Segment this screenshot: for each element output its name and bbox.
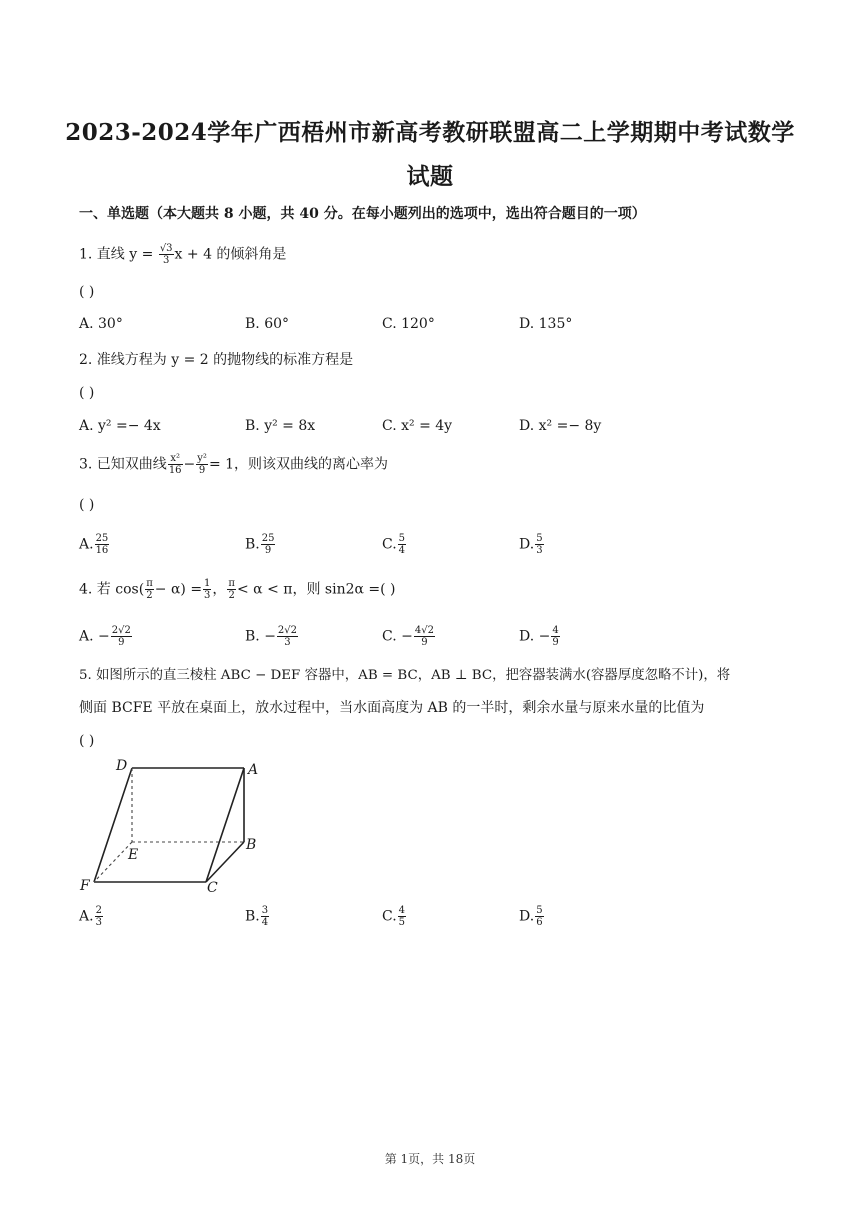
q3-c-fraction	[398, 533, 406, 556]
q2-option-a: A. y² =− 4x	[79, 418, 161, 434]
q4-a-label: A. −	[79, 628, 110, 645]
q3-d-fraction	[535, 533, 543, 556]
q5-d-fraction	[535, 905, 543, 928]
q1-suffix: x + 4 的倾斜角是	[174, 246, 287, 263]
edge-EF-hidden	[94, 842, 132, 882]
q3-a-num: 25	[95, 533, 109, 544]
q4-f1-den: 2	[146, 590, 153, 601]
q4-a-fraction	[111, 625, 132, 648]
q4-c-num: 4√2	[414, 625, 434, 636]
q5-d-num: 5	[536, 905, 543, 916]
q1-frac-num: √3	[159, 243, 173, 254]
question-4-stem	[79, 578, 396, 601]
q3-b-num: 25	[261, 533, 275, 544]
q4-option-c	[382, 625, 436, 648]
q5-c-fraction	[398, 905, 406, 928]
q5-c-num: 4	[398, 905, 406, 916]
q3-f2-den: 9	[198, 465, 206, 476]
q3-a-fraction	[95, 533, 110, 556]
q4-prefix: 4. 若 cos(	[79, 581, 145, 598]
q4-option-d	[519, 625, 561, 648]
q5-a-fraction	[95, 905, 103, 928]
q5-a-label: A.	[79, 908, 94, 925]
q5-d-den: 6	[536, 917, 543, 928]
q3-suffix: = 1，则该双曲线的离心率为	[208, 456, 389, 473]
q3-d-num: 5	[536, 533, 543, 544]
q4-f1-num: π	[146, 578, 153, 589]
q5-b-den: 4	[261, 917, 269, 928]
q5-option-a	[79, 905, 104, 928]
q4-a-den: 9	[118, 637, 125, 648]
q3-c-den: 4	[398, 545, 406, 556]
page-title: 2023-2024学年广西梧州市新高考教研联盟高二上学期期中考试数学	[65, 119, 795, 146]
edge-BC	[206, 842, 244, 882]
q4-option-a	[79, 625, 133, 648]
q3-c-num: 5	[398, 533, 406, 544]
q5-c-den: 5	[398, 917, 406, 928]
q4-fraction-1	[145, 578, 154, 601]
q3-option-c	[382, 533, 407, 556]
q3-f1-num: x²	[168, 453, 183, 465]
prism-figure	[76, 756, 276, 896]
q4-c-label: C. −	[382, 628, 413, 645]
q3-f2-num: y²	[197, 453, 207, 464]
q3-minus: −	[183, 456, 196, 473]
q3-prefix: 3. 已知双曲线	[79, 456, 167, 473]
q4-a-num: 2√2	[111, 625, 131, 636]
question-5-stem-line2: 侧面 BCFE 平放在桌面上，放水过程中，当水面高度为 AB 的一半时，剩余水量与原来水量的比值为	[79, 700, 705, 716]
q4-fraction-3	[227, 578, 236, 601]
q3-b-fraction	[261, 533, 276, 556]
q3-d-den: 3	[536, 545, 543, 556]
q4-option-b	[245, 625, 299, 648]
q1-fraction	[159, 243, 174, 266]
question-2-answer-paren: ( )	[79, 385, 95, 401]
q1-frac-den: 3	[162, 255, 170, 266]
q4-suffix: < α < π，则 sin2α =( )	[237, 581, 396, 598]
q2-option-c: C. x² = 4y	[382, 418, 453, 434]
question-5-stem-line1: 5. 如图所示的直三棱柱 ABC − DEF 容器中，AB = BC，AB ⊥ BC，把容器装满水(容器厚度忽略不计)，将	[79, 668, 731, 683]
q1-option-c: C. 120°	[382, 316, 435, 332]
q4-b-label: B. −	[245, 628, 276, 645]
label-C: C	[207, 880, 218, 896]
q3-option-d	[519, 533, 545, 556]
label-B: B	[246, 837, 257, 853]
question-2-stem: 2. 准线方程为 y = 2 的抛物线的标准方程是	[79, 352, 354, 368]
page-footer: 第 1页，共 18页	[384, 1152, 476, 1166]
q4-f2-den: 3	[204, 590, 211, 601]
q4-d-label: D. −	[519, 628, 551, 645]
q4-b-fraction	[277, 625, 298, 648]
q1-option-d: D. 135°	[519, 316, 573, 332]
q2-option-b: B. y² = 8x	[245, 418, 316, 434]
q4-f3-den: 2	[228, 590, 235, 601]
q3-d-label: D.	[519, 536, 535, 553]
q4-mid1: − α) =	[154, 581, 203, 598]
q5-b-num: 3	[261, 905, 269, 916]
q5-a-den: 3	[95, 917, 102, 928]
q4-fraction-2	[203, 578, 211, 601]
q3-f1-den: 16	[168, 465, 182, 476]
q5-d-label: D.	[519, 908, 535, 925]
q4-f2-num: 1	[204, 578, 211, 589]
label-F: F	[80, 878, 90, 894]
q5-a-num: 2	[95, 905, 102, 916]
section-heading: 一、单选题（本大题共 8 小题，共 40 分。在每小题列出的选项中，选出符合题目的一项）	[79, 206, 646, 222]
q1-prefix: 1. 直线 y =	[79, 246, 158, 263]
q5-b-label: B.	[245, 908, 260, 925]
label-E: E	[128, 847, 139, 863]
q1-option-a: A. 30°	[79, 316, 123, 332]
question-1-answer-paren: ( )	[79, 284, 95, 300]
q4-d-num: 4	[552, 625, 559, 636]
q4-c-den: 9	[421, 637, 428, 648]
question-5-answer-paren: ( )	[79, 733, 95, 749]
page-title-line2: 试题	[406, 163, 454, 190]
q5-c-label: C.	[382, 908, 397, 925]
q5-option-d	[519, 905, 545, 928]
edge-AC	[206, 768, 244, 882]
q3-c-label: C.	[382, 536, 397, 553]
question-3-stem	[79, 453, 388, 476]
q2-option-d: D. x² =− 8y	[519, 418, 602, 434]
q3-b-den: 9	[264, 545, 272, 556]
edge-DF	[94, 768, 132, 882]
q5-option-c	[382, 905, 407, 928]
q4-b-num: 2√2	[277, 625, 298, 636]
q4-mid2: ，	[212, 581, 227, 598]
q1-option-b: B. 60°	[245, 316, 290, 332]
q3-option-a	[79, 533, 110, 556]
label-D: D	[116, 758, 128, 774]
q3-b-label: B.	[245, 536, 260, 553]
q3-a-den: 16	[95, 545, 109, 556]
q4-c-fraction	[414, 625, 435, 648]
q5-option-b	[245, 905, 270, 928]
label-A: A	[248, 762, 259, 778]
q3-fraction-1	[168, 453, 183, 476]
q4-d-fraction	[551, 625, 559, 648]
q4-f3-num: π	[228, 578, 235, 589]
q3-option-b	[245, 533, 276, 556]
q3-fraction-2	[196, 453, 208, 476]
q5-b-fraction	[261, 905, 269, 928]
q4-d-den: 9	[552, 637, 559, 648]
question-1-stem	[79, 243, 286, 266]
question-3-answer-paren: ( )	[79, 497, 95, 513]
q3-a-label: A.	[79, 536, 94, 553]
q4-b-den: 3	[284, 637, 291, 648]
